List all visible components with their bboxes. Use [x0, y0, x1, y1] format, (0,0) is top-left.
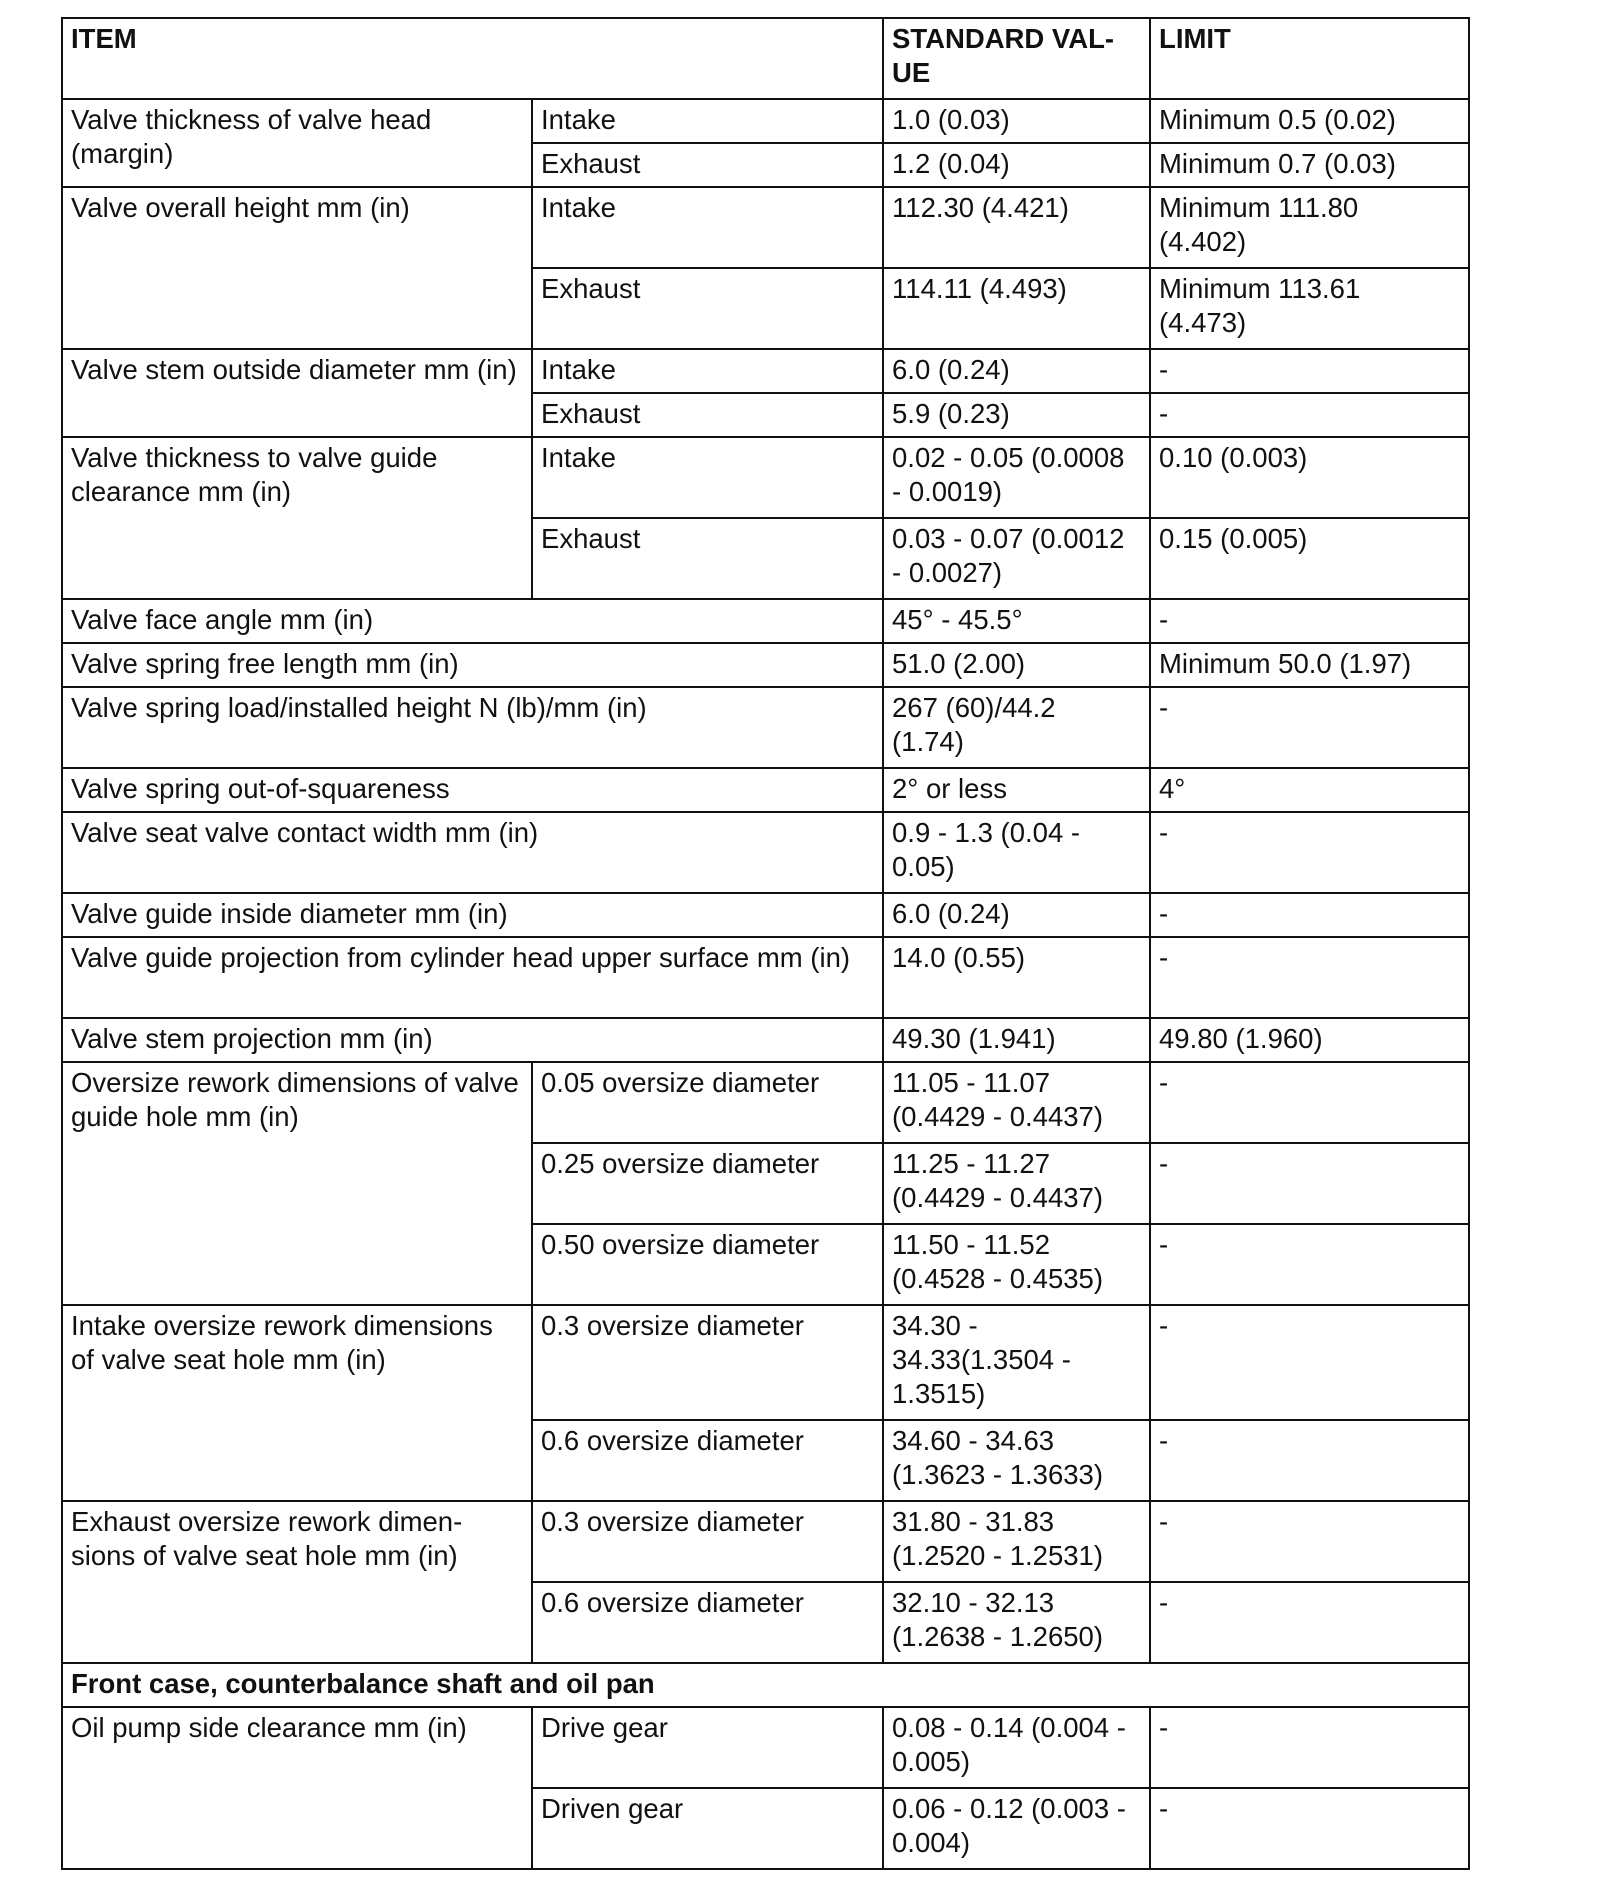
- limit-cell: -: [1150, 349, 1469, 393]
- header-standard: STANDARD VAL- UE: [883, 18, 1150, 99]
- section-row: [62, 1663, 1469, 1707]
- limit-cell: -: [1150, 893, 1469, 937]
- header-row: [62, 18, 1469, 99]
- sub-cell: Intake: [532, 437, 883, 518]
- table-row: [62, 437, 1469, 518]
- limit-cell: 0.15 (0.005): [1150, 518, 1469, 599]
- table-row: [62, 99, 1469, 143]
- standard-cell: 0.03 - 0.07 (0.0012 - 0.0027): [883, 518, 1150, 599]
- sub-cell: Driven gear: [532, 1788, 883, 1869]
- item-cell: Valve overall height mm (in): [62, 187, 532, 349]
- table-row: [62, 768, 1469, 812]
- sub-cell: Exhaust: [532, 518, 883, 599]
- limit-cell: 0.10 (0.003): [1150, 437, 1469, 518]
- table-row: [62, 349, 1469, 393]
- limit-cell: Minimum 50.0 (1.97): [1150, 643, 1469, 687]
- header-limit: LIMIT: [1150, 18, 1469, 99]
- standard-cell: 0.06 - 0.12 (0.003 - 0.004): [883, 1788, 1150, 1869]
- limit-cell: Minimum 113.61 (4.473): [1150, 268, 1469, 349]
- standard-cell: 2° or less: [883, 768, 1150, 812]
- sub-cell: Exhaust: [532, 393, 883, 437]
- sub-cell: 0.25 oversize diameter: [532, 1143, 883, 1224]
- limit-cell: -: [1150, 1143, 1469, 1224]
- sub-cell: 0.6 oversize diameter: [532, 1420, 883, 1501]
- sub-cell: 0.3 oversize diameter: [532, 1501, 883, 1582]
- standard-cell: 1.0 (0.03): [883, 99, 1150, 143]
- item-cell: Valve stem projection mm (in): [62, 1018, 883, 1062]
- limit-cell: -: [1150, 1582, 1469, 1663]
- standard-cell: 34.60 - 34.63 (1.3623 - 1.3633): [883, 1420, 1150, 1501]
- table-row: [62, 812, 1469, 893]
- sub-cell: 0.6 oversize diameter: [532, 1582, 883, 1663]
- limit-cell: -: [1150, 1305, 1469, 1420]
- item-cell: Oil pump side clearance mm (in): [62, 1707, 532, 1869]
- standard-cell: 34.30 - 34.33(1.3504 - 1.3515): [883, 1305, 1150, 1420]
- limit-cell: -: [1150, 1420, 1469, 1501]
- item-cell: Valve face angle mm (in): [62, 599, 883, 643]
- sub-cell: Intake: [532, 99, 883, 143]
- limit-cell: -: [1150, 1707, 1469, 1788]
- standard-cell: 51.0 (2.00): [883, 643, 1150, 687]
- sub-cell: 0.3 oversize diameter: [532, 1305, 883, 1420]
- sub-cell: Drive gear: [532, 1707, 883, 1788]
- limit-cell: -: [1150, 1062, 1469, 1143]
- limit-cell: -: [1150, 599, 1469, 643]
- table-row: [62, 599, 1469, 643]
- table-row: [62, 893, 1469, 937]
- table-row: [62, 1062, 1469, 1143]
- limit-cell: -: [1150, 1501, 1469, 1582]
- standard-cell: 1.2 (0.04): [883, 143, 1150, 187]
- standard-cell: 0.08 - 0.14 (0.004 - 0.005): [883, 1707, 1150, 1788]
- limit-cell: -: [1150, 812, 1469, 893]
- item-cell: Valve thickness to valve guide clearance mm (in): [62, 437, 532, 599]
- item-cell: Valve spring free length mm (in): [62, 643, 883, 687]
- standard-cell: 31.80 - 31.83 (1.2520 - 1.2531): [883, 1501, 1150, 1582]
- sub-cell: Exhaust: [532, 268, 883, 349]
- item-cell: Valve guide projection from cylinder head upper surface mm (in): [62, 937, 883, 1018]
- item-cell: Valve thickness of valve head (margin): [62, 99, 532, 187]
- header-item: ITEM: [62, 18, 883, 99]
- item-cell: Oversize rework dimensions of valve guide hole mm (in): [62, 1062, 532, 1305]
- limit-cell: Minimum 111.80 (4.402): [1150, 187, 1469, 268]
- table-row: [62, 937, 1469, 1018]
- sub-cell: 0.05 oversize diameter: [532, 1062, 883, 1143]
- standard-cell: 0.9 - 1.3 (0.04 - 0.05): [883, 812, 1150, 893]
- standard-cell: 11.05 - 11.07 (0.4429 - 0.4437): [883, 1062, 1150, 1143]
- item-cell: Valve stem outside diameter mm (in): [62, 349, 532, 437]
- standard-cell: 45° - 45.5°: [883, 599, 1150, 643]
- limit-cell: -: [1150, 1224, 1469, 1305]
- item-cell: Valve spring out-of-squareness: [62, 768, 883, 812]
- limit-cell: -: [1150, 937, 1469, 1018]
- item-cell: Valve spring load/installed height N (lb)/mm (in): [62, 687, 883, 768]
- standard-cell: 11.50 - 11.52 (0.4528 - 0.4535): [883, 1224, 1150, 1305]
- standard-cell: 32.10 - 32.13 (1.2638 - 1.2650): [883, 1582, 1150, 1663]
- table-row: [62, 1305, 1469, 1420]
- sub-cell: Intake: [532, 349, 883, 393]
- standard-cell: 112.30 (4.421): [883, 187, 1150, 268]
- limit-cell: 4°: [1150, 768, 1469, 812]
- standard-cell: 0.02 - 0.05 (0.0008 - 0.0019): [883, 437, 1150, 518]
- item-cell: Valve seat valve contact width mm (in): [62, 812, 883, 893]
- sub-cell: Exhaust: [532, 143, 883, 187]
- table-row: [62, 1501, 1469, 1582]
- item-cell: Valve guide inside diameter mm (in): [62, 893, 883, 937]
- standard-cell: 11.25 - 11.27 (0.4429 - 0.4437): [883, 1143, 1150, 1224]
- limit-cell: -: [1150, 1788, 1469, 1869]
- table-row: [62, 687, 1469, 768]
- sub-cell: Intake: [532, 187, 883, 268]
- standard-cell: 14.0 (0.55): [883, 937, 1150, 1018]
- standard-cell: 6.0 (0.24): [883, 893, 1150, 937]
- standard-cell: 6.0 (0.24): [883, 349, 1150, 393]
- table-row: [62, 187, 1469, 268]
- limit-cell: -: [1150, 687, 1469, 768]
- item-cell: Exhaust oversize rework dimen- sions of valve seat hole mm (in): [62, 1501, 532, 1663]
- table-row: [62, 643, 1469, 687]
- table-row: [62, 1707, 1469, 1788]
- sub-cell: 0.50 oversize diameter: [532, 1224, 883, 1305]
- section-heading: Front case, counterbalance shaft and oil pan: [62, 1663, 1469, 1707]
- standard-cell: 5.9 (0.23): [883, 393, 1150, 437]
- spec-table: [61, 17, 1470, 1870]
- standard-cell: 49.30 (1.941): [883, 1018, 1150, 1062]
- table-row: [62, 1018, 1469, 1062]
- item-cell: Intake oversize rework dimensions of valve seat hole mm (in): [62, 1305, 532, 1501]
- limit-cell: Minimum 0.7 (0.03): [1150, 143, 1469, 187]
- limit-cell: -: [1150, 393, 1469, 437]
- limit-cell: Minimum 0.5 (0.02): [1150, 99, 1469, 143]
- standard-cell: 114.11 (4.493): [883, 268, 1150, 349]
- limit-cell: 49.80 (1.960): [1150, 1018, 1469, 1062]
- standard-cell: 267 (60)/44.2 (1.74): [883, 687, 1150, 768]
